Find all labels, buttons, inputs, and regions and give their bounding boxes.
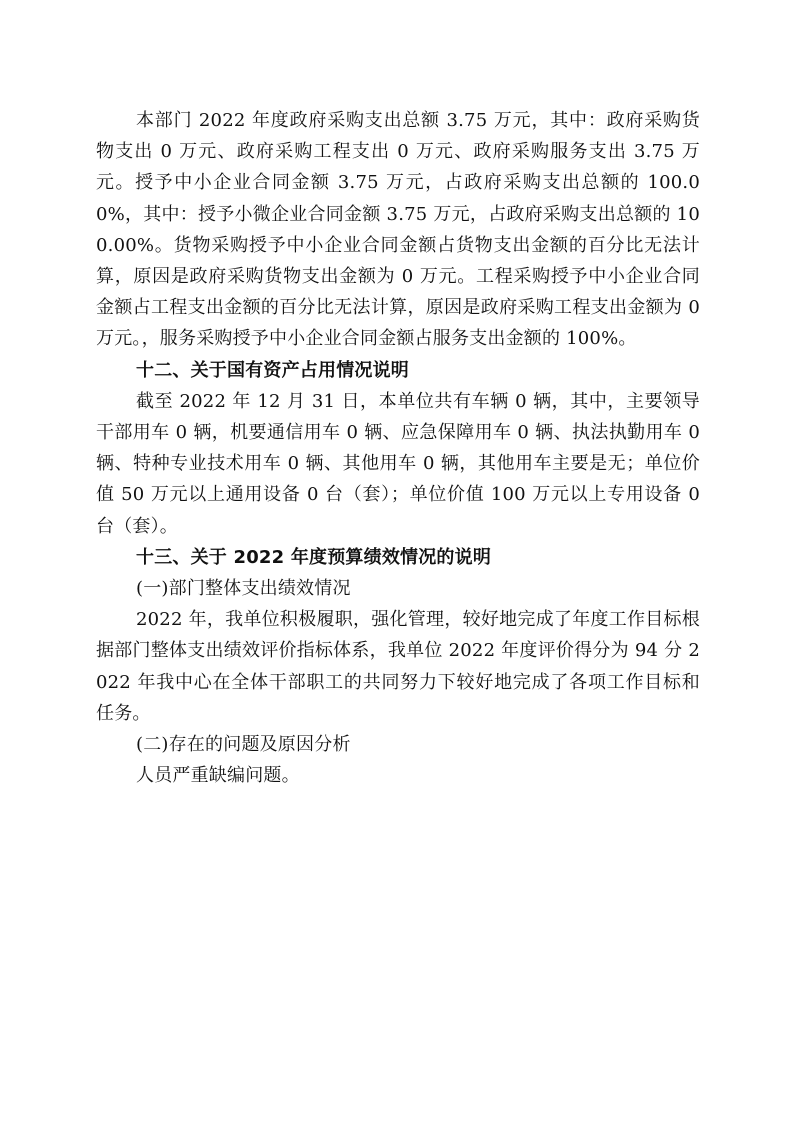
- subsection-2-heading: (二)存在的问题及原因分析: [136, 734, 351, 756]
- section-13-heading: 十三、关于 2022 年度预算绩效情况的说明: [136, 546, 492, 568]
- procurement-paragraph: 本部门 2022 年度政府采购支出总额 3.75 万元，其中：政府采购货物支出 0 万元、政府采购工程支出 0 万元、政府采购服务支出 3.75 万元。授予中小企业合同金额 3.75 万元，占政府采购支出总额的 100.00%，其中：授予小微企业合同金额 3.75 万元，占政府采购支出总额的 100.00%。货物采购授予中小企业合同金额占货物支出金额的百分比无法计算，原因是政府采购货物支出金额为 0 万元。工程采购授予中小企业合同金额占工程支出金额的百分比无法计算，原因是政府采购工程支出金额为 0 万元。，服务采购授予中小企业合同金额占服务支出金额的 100%。: [96, 110, 700, 350]
- problems-paragraph: 人员严重缺编问题。: [136, 765, 300, 787]
- assets-paragraph: 截至 2022 年 12 月 31 日，本单位共有车辆 0 辆，其中，主要领导干部用车 0 辆，机要通信用车 0 辆、应急保障用车 0 辆、执法执勤用车 0 辆、特种专业技术用车 0 辆、其他用车 0 辆，其他用车主要是无；单位价值 50 万元以上通用设备 0 台（套）；单位价值 100 万元以上专用设备 0 台（套）。: [96, 390, 700, 537]
- performance-paragraph: 2022 年，我单位积极履职，强化管理，较好地完成了年度工作目标根据部门整体支出绩效评价指标体系，我单位 2022 年度评价得分为 94 分 2022 年我中心在全体干部职工的共同努力下较好地完成了各项工作目标和任务。: [96, 609, 700, 724]
- document-body: [96, 105, 700, 791]
- subsection-1-heading: (一)部门整体支出绩效情况: [136, 578, 351, 600]
- section-12-heading: 十二、关于国有资产占用情况说明: [136, 359, 409, 381]
